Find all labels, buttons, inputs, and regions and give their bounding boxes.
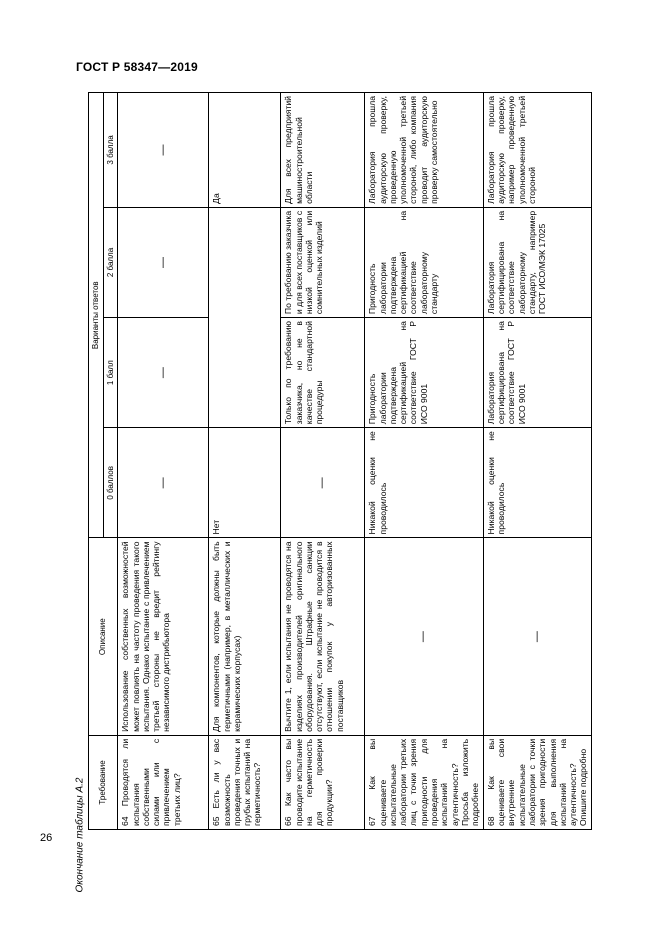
header-score-2: 2 балла bbox=[103, 207, 118, 317]
row-score-0: — bbox=[118, 428, 209, 538]
row-requirement: 68 Как вы оцениваете свои внутренние испытательные лаборатории с точки зрения пригодности для выполнения испытаний на аутентичность? Опишите подробно bbox=[483, 735, 591, 829]
table-header-row bbox=[89, 93, 104, 830]
rotated-table-container bbox=[88, 92, 589, 830]
page-number: 26 bbox=[40, 832, 53, 844]
header-score-1: 1 балл bbox=[103, 318, 118, 428]
row-description: Вычтите 1, если испытания не проводятся на изделиях производителей оригинального оборудования. Штрафные санкции отсутствуют, если испытание не проводится в отношении покупок у авторизованных поставщиков bbox=[281, 538, 365, 735]
requirements-table bbox=[88, 92, 592, 830]
row-score-2: — bbox=[118, 207, 209, 317]
table-frame bbox=[88, 92, 589, 830]
table-row bbox=[118, 93, 209, 830]
row-score-1: Лаборатория сертифицирована на соответствие ГОСТ Р ИСО 9001 bbox=[483, 318, 591, 428]
table-row bbox=[281, 93, 365, 830]
table-row bbox=[483, 93, 591, 830]
row-score-2: Пригодность лаборатории подтверждена сертификацией на соответствие лабораторному стандарту bbox=[365, 207, 483, 317]
row-score-1: — bbox=[118, 318, 209, 428]
table-row bbox=[365, 93, 483, 830]
header-score-3: 3 балла bbox=[103, 93, 118, 208]
row-score-3: Лаборатория прошла аудиторскую проверку, проведенную уполномоченной третьей стороной, либо компания проводит аудиторскую проверку самостоятельно bbox=[365, 93, 483, 208]
row-score-3: Да bbox=[209, 93, 281, 208]
header-score-0: 0 баллов bbox=[103, 428, 118, 538]
row-score-3: Для всех предприятий машиностроительной области bbox=[281, 93, 365, 208]
row-score-2: По требованию заказчика и для всех поставщиков с низкой оценкой или сомнительных изделий bbox=[281, 207, 365, 317]
row-score-0: Нет bbox=[209, 428, 281, 538]
row-description: — bbox=[365, 538, 483, 735]
row-requirement: 67 Как вы оцениваете испытательные лаборатории третьих лиц с точки зрения пригодности для проведения испытаний на аутентичность? Просьба изложить подробнее bbox=[365, 735, 483, 829]
row-score-3: — bbox=[118, 93, 209, 208]
row-description: Использование собственных возможностей может повлиять на частоту проведения такого испытания. Однако испытание с привлечением третьей стороны не вредит рейтингу независимого дистрибьютора bbox=[118, 538, 209, 735]
row-requirement: 66 Как часто вы проводите испытание на герметичность для проверки продукции? bbox=[281, 735, 365, 829]
row-requirement: 65 Есть ли у вас возможность проведения точных и грубых испытаний на герметичность? bbox=[209, 735, 281, 829]
header-requirement: Требование bbox=[89, 735, 118, 829]
row-description: — bbox=[483, 538, 591, 735]
row-requirement: 64 Проводятся ли испытания собственными силами или с привлечением третьих лиц? bbox=[118, 735, 209, 829]
row-score-1: Пригодность лаборатории подтверждена сертификацией на соответствие ГОСТ Р ИСО 9001 bbox=[365, 318, 483, 428]
row-score-3: Лаборатория прошла аудиторскую проверку, например проведенную уполномоченной третьей стороной bbox=[483, 93, 591, 208]
table-row bbox=[209, 93, 281, 830]
row-score-1: Только по требованию заказчика, но не в качестве стандартной процедуры bbox=[281, 318, 365, 428]
row-score-2: Лаборатория сертифицирована на соответствие лабораторному стандарту, например ГОСТ ИСО/МЭК 17025 bbox=[483, 207, 591, 317]
page-header: ГОСТ Р 58347—2019 bbox=[76, 60, 198, 74]
row-score-1-2 bbox=[209, 207, 281, 427]
row-score-0: Никакой оценки не проводилось bbox=[365, 428, 483, 538]
row-score-0: — bbox=[281, 428, 365, 538]
row-description: Для компонентов, которые должны быть герметичными (например, в металлических и керамических корпусах) bbox=[209, 538, 281, 735]
table-caption: Окончание таблицы А.2 bbox=[74, 777, 86, 893]
header-description: Описание bbox=[89, 538, 118, 735]
header-answers: Варианты ответов bbox=[89, 93, 104, 538]
row-score-0: Никакой оценки не проводилось bbox=[483, 428, 591, 538]
